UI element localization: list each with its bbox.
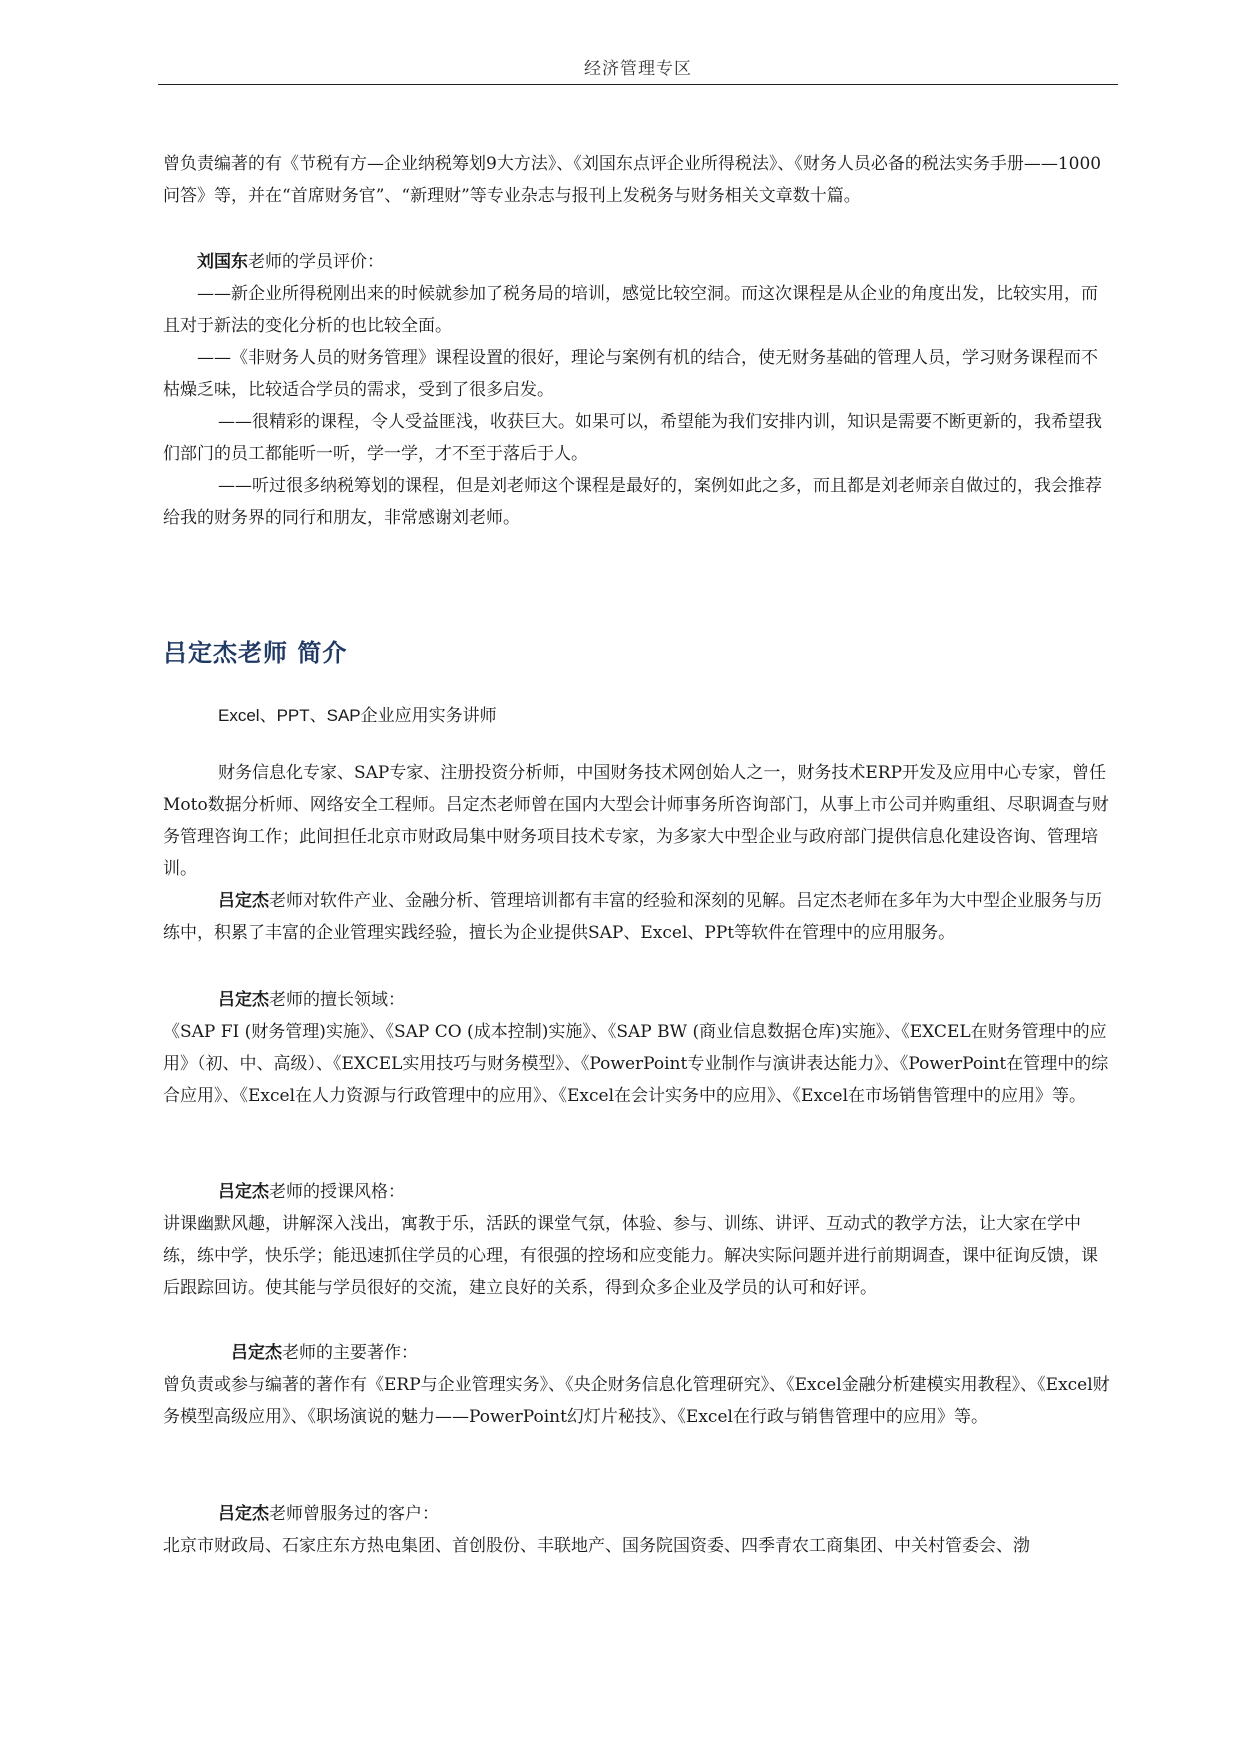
heading-rest: 老师的授课风格： [269,1182,405,1202]
teacher-name: 吕定杰 [218,1504,269,1524]
lv-style-block [163,1176,1113,1304]
lv-works-block [163,1337,1113,1433]
section-title: 吕定杰老师 简介 [163,639,348,667]
teacher-name: 吕定杰 [231,1343,282,1363]
lv-expertise-block [163,984,1113,1112]
header-rule [158,84,1118,85]
style-heading [163,1176,1113,1208]
liu-eval-heading [163,246,1113,278]
heading-rest: 老师曾服务过的客户： [269,1504,439,1524]
lv-subtitle-block [163,700,1113,732]
liu-reviews-block [163,246,1113,534]
teacher-name: 吕定杰 [218,1182,269,1202]
teacher-name: 刘国东 [197,252,248,272]
works-intro-block [163,148,1113,212]
lv-bio-block [163,757,1113,949]
clients-text: 北京市财政局、石家庄东方热电集团、首创股份、丰联地产、国务院国资委、四季青农工商集团、中关村管委会、渤 [163,1536,1030,1556]
lv-bio-paragraph-2 [163,885,1113,949]
review-item-1: ——新企业所得税刚出来的时候就参加了税务局的培训，感觉比较空洞。而这次课程是从企业的角度出发，比较实用，而且对于新法的变化分析的也比较全面。 [163,284,1098,336]
style-text: 讲课幽默风趣，讲解深入浅出，寓教于乐，活跃的课堂气氛，体验、参与、训练、讲评、互动式的教学方法，让大家在学中练，练中学，快乐学；能迅速抓住学员的心理，有很强的控场和应变能力。解决实际问题并进行前期调查，课中征询反馈，课后跟踪回访。使其能与学员很好的交流，建立良好的关系，得到众多企业及学员的认可和好评。 [163,1214,1098,1298]
bio2-rest: 老师对软件产业、金融分析、管理培训都有丰富的经验和深刻的见解。吕定杰老师在多年为大中型企业服务与历练中，积累了丰富的企业管理实践经验，擅长为企业提供SAP、Excel、PPt等软件在管理中的应用服务。 [163,891,1102,943]
teacher-name: 吕定杰 [218,990,269,1010]
lv-bio-paragraph-1: 财务信息化专家、SAP专家、注册投资分析师，中国财务技术网创始人之一，财务技术ERP开发及应用中心专家，曾任Moto数据分析师、网络安全工程师。吕定杰老师曾在国内大型会计师事务所咨询部门，从事上市公司并购重组、尽职调查与财务管理咨询工作；此间担任北京市财政局集中财务项目技术专家，为多家大中型企业与政府部门提供信息化建设咨询、管理培训。 [163,763,1109,879]
review-item-2: ——《非财务人员的财务管理》课程设置的很好，理论与案例有机的结合，使无财务基础的管理人员，学习财务课程而不枯燥乏味，比较适合学员的需求，受到了很多启发。 [163,348,1098,400]
works-text: 曾负责或参与编著的著作有《ERP与企业管理实务》、《央企财务信息化管理研究》、《Excel金融分析建模实用教程》、《Excel财务模型高级应用》、《职场演说的魅力——PowerPoint幻灯片秘技》、《Excel在行政与销售管理中的应用》等。 [163,1375,1110,1427]
works-intro-paragraph: 曾负责编著的有《节税有方—企业纳税筹划9大方法》、《刘国东点评企业所得税法》、《财务人员必备的税法实务手册——1000问答》等，并在“首席财务官”、“新理财”等专业杂志与报刊上发税务与财务相关文章数十篇。 [163,154,1102,206]
review-item-4: ——听过很多纳税筹划的课程，但是刘老师这个课程是最好的，案例如此之多，而且都是刘老师亲自做过的，我会推荐给我的财务界的同行和朋友，非常感谢刘老师。 [163,476,1102,528]
heading-rest: 老师的擅长领域： [269,990,405,1010]
heading-rest: 老师的学员评价： [248,252,384,272]
heading-rest: 老师的主要著作： [282,1343,418,1363]
expertise-text: 《SAP FI (财务管理)实施》、《SAP CO (成本控制)实施》、《SAP BW (商业信息数据仓库)实施》、《EXCEL在财务管理中的应用》（初、中、高级）、《EXCEL实用技巧与财务模型》、《PowerPoint专业制作与演讲表达能力》、《PowerPoint在管理中的综合应用》、《Excel在人力资源与行政管理中的应用》、《Excel在会计实务中的应用》、《Excel在市场销售管理中的应用》等。 [163,1022,1109,1106]
teacher-name: 吕定杰 [218,891,269,911]
expertise-heading [163,984,1113,1016]
works-heading [163,1337,1113,1369]
clients-heading [163,1498,1113,1530]
lv-subtitle: Excel、PPT、SAP企业应用实务讲师 [218,706,497,725]
lv-clients-block [163,1498,1113,1562]
page-header: 经济管理专区 [584,59,692,79]
review-item-3: ——很精彩的课程，令人受益匪浅，收获巨大。如果可以，希望能为我们安排内训，知识是需要不断更新的，我希望我们部门的员工都能听一听，学一学，才不至于落后于人。 [163,412,1102,464]
